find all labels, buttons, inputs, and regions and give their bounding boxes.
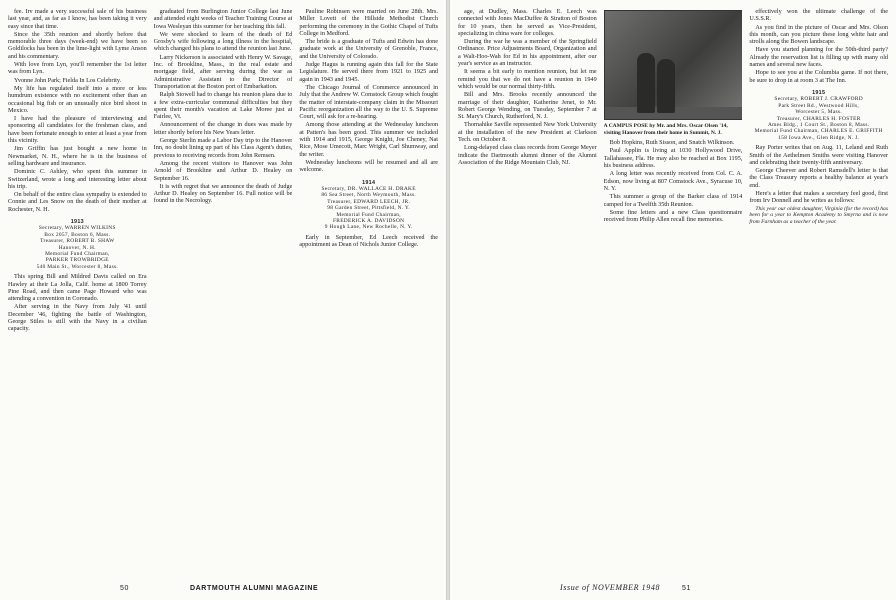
paragraph: My life has regulated itself into a more or less humdrum existence with no excitement other than an occasional big fish or an unusually nice bird shoot in Mexico. (8, 84, 147, 114)
paragraph: Dominic C. Ashley, who spent this summer in Switzerland, wrote a long and interesting letter about his trip. (8, 168, 147, 190)
paragraph: Some fine letters and a new Class questionnaire received from Philip Allen recall fine memories. (603, 208, 743, 224)
fund-chairman-address: 540 Main St., Worcester 8, Mass. (36, 263, 119, 270)
right-column-2 (604, 8, 743, 570)
paragraph: graduated from Burlington Junior College last June and attended eight weeks of Teacher Training Course at Iowa Wesleyan this summer for her teaching this fall. (153, 8, 293, 30)
caption-text: A CAMPUS POSE by Mr. and Mrs. Oscar Olsen '14, visiting Hanover from their home in Summit, N. J. (603, 123, 728, 136)
right-page (450, 0, 896, 600)
paragraph: Early in September, Ed Leech received the appointment as Dean of Nichols Junior College. (299, 233, 439, 249)
class-heading-1914 (299, 180, 438, 231)
fund-chairman-label: Memorial Fund Chairman, (336, 211, 401, 218)
page-number: 51 (682, 585, 691, 592)
class-year: 1914 (362, 179, 376, 186)
fund-chairman-name: FREDERICK A. DAVIDSON (333, 217, 405, 224)
paragraph: We were shocked to learn of the death of Ed Grosby's wife following a long illness in the hospital, which changed his plans to attend the reunion last June. (153, 30, 293, 53)
class-heading-1915 (749, 90, 888, 141)
treasurer-address: 98 Garden Street, Pittsfield, N. Y. (327, 205, 411, 212)
paragraph: George Cheever and Robert Ramsdell's letter is that the Class Treasury reports a healthy balance at year's end. (749, 167, 889, 189)
paragraph: Have you started planning for the 50th-third party? Already the reservation list is filling up with many old names and several new faces. (749, 46, 889, 69)
paragraph: Long-delayed class class records from George Meyer indicate the Dartmouth alumni dinner of the Alumni Association of the Ridge Mountain Club, NJ. (458, 144, 597, 166)
paragraph: This summer a group of the Barker class of 1914 camped for a Twelfth 35th Reunion. (603, 193, 743, 208)
secretary-address-2: Worcester 5, Mass. (795, 109, 842, 116)
paragraph: On behalf of the entire class sympathy is extended to Connie and Les Snow on the death of their mother at Rochester, N. H. (8, 191, 147, 213)
campus-photo (604, 10, 743, 120)
class-year: 1913 (70, 219, 84, 226)
fund-chairman-address: 9 Hough Lane, New Rochelle, N. Y. (324, 224, 413, 231)
fund-chairman-label: Memorial Fund Chairman, CHARLES E. GRIFFITH (754, 128, 883, 135)
photo-person-1 (637, 53, 655, 113)
class-heading-1913 (8, 219, 147, 270)
paragraph: Announcement of the change in dues was made by letter shortly before his New Years letter. (153, 121, 293, 136)
paragraph: With love from Lyn, you'll remember the 1st letter was from Lyn. (8, 61, 147, 76)
magazine-title: DARTMOUTH ALUMNI MAGAZINE (190, 585, 319, 592)
left-page (0, 0, 446, 600)
paragraph: A long letter was recently received from Col. C. A. Edson, now living at 807 Comstock Ave., Syracuse 10, N. Y. (603, 170, 743, 192)
paragraph: Wednesday luncheons will be resumed and all are welcome. (299, 158, 439, 174)
fund-chairman-label: Memorial Fund Chairman, (45, 251, 110, 258)
right-column-1 (458, 8, 597, 570)
paragraph: Thornahike Saville represented New York University at the installation of the new President at Clarkson Tech. on October 8. (458, 121, 597, 144)
treasurer-address: Ames Bldg., 1 Court St., Boston 8, Mass. (767, 122, 870, 128)
treasurer-label: Treasurer, EDWARD LEECH, JR. (327, 198, 411, 205)
secretary-address: Park Street Rd., Westwood Hills, (778, 102, 860, 109)
fund-chairman-address: 158 Iowa Ave., Glen Ridge, N. J. (778, 134, 860, 141)
paragraph: This spring Bill and Mildred Davis called on Era Hawley at their La Jolla, Calif. home at 1800 Torrey Pine Road, and then came Page Howard who was attending a convention in Coronado. (8, 273, 147, 303)
paragraph: After serving in the Navy from July '41 until December '46, fighting the battle of Washington, George Stiles is still with the Navy in a civilian capacity. (8, 303, 147, 333)
paragraph: Among those attending at the Wednesday luncheon at Patten's has been good. This summer we included with 1914 and 1915, George Knight, Joe Cheney, Nat Rice, Mose Umecott, Marc Wright, Carl Shumway, and the writer. (299, 121, 439, 158)
fund-chairman-name: PARKER TROWBRIDGE (45, 257, 109, 264)
secretary-label: Secretary, ROBERT J. CRAWFORD (774, 96, 863, 103)
secretary-label: Secretary, WARREN WILKINS (38, 225, 116, 232)
paragraph: Among the recent visitors to Hanover was John Arnold of Brookline and Arthur D. Healey on September 16. (153, 159, 293, 182)
paragraph: Here's a letter that makes a secretary feel good, first from Irv Donnell and he writes as follows: (749, 190, 889, 205)
paragraph: Jim Griffin has just bought a new home in Newmarket, N. H., where he is in the business of selling hardware and insurance. (8, 145, 147, 167)
paragraph: The bride is a graduate of Tufts and Edwin has done graduate work at the University of Grenoble, France, and the University of Colorado. (299, 38, 439, 60)
treasurer-label: Treasurer, CHARLES H. FOSTER (776, 115, 861, 122)
treasurer-address: Hanover, N. H. (58, 244, 96, 251)
paragraph: The Chicago Journal of Commerce announced in July that the Andrew W. Comstock Group which fought the matter of interstate-company claim in the Missouri Pacific reorganization all the way to the U. S. Supreme Court, will ask for a re-hearing. (299, 83, 439, 121)
photo-person-2 (657, 59, 675, 113)
paragraph: age, at Dudley, Mass. Charles E. Leech was connected with Jones MacDuffee & Stratton of Boston for 10 years, then he served as Vice-President, specializing in china ware for colleges. (458, 8, 597, 37)
paragraph: It is with regret that we announce the death of Judge Arthur D. Healey on September 16. Full notice will be found in the Necrology. (153, 182, 293, 205)
issue-date: Issue of NOVEMBER 1948 (560, 583, 661, 592)
left-column-1 (8, 8, 147, 570)
paragraph: Bill and Mrs. Brooks recently announced the marriage of their daughter, Katherine Jenet, to Mr. Robert George Wending, on Tuesday, September 7 at St. Mary's Church, Rutherford, N. J. (458, 91, 597, 121)
secretary-address: 86 Sea Street, North Weymouth, Mass. (321, 192, 417, 199)
quoted-letter: This year our oldest daughter, Virginia (for the record) has been for a year to Kempton Academy to Smyrna and is now from Farnham as a teacher of the year. (749, 205, 889, 225)
paragraph: Larry Nickerson is associated with Henry W. Savage, Inc. of Brookline, Mass., in the real estate and mortgage field, after serving during the war as Administrative Assistant to the Director of Transportation at the Boston port of Embarkation. (153, 53, 293, 90)
paragraph: Since the 35th reunion and shortly before that memorable three days (week-end) we have been so Goldilocks has been in the lime-light with Lyme Anson and his commentary. (8, 30, 147, 60)
paragraph: Hope to see you at the Columbia game. If not there, be sure to drop in at room 3 at The Inn. (749, 69, 889, 84)
paragraph: Judge Hagus is running again this fall for the State Legislature. He served there from 1921 to 1925 and again in 1943 and 1945. (299, 61, 439, 83)
paragraph: Ralph Stowell had to change his reunion plans due to a few extra-curricular communal difficulties but they spent their month's vacation at Lake Moree just at Fairlee, Vt. (153, 91, 293, 121)
class-year: 1915 (812, 89, 826, 96)
left-page-columns (8, 8, 438, 570)
paragraph: effectively won the ultimate challenge of the U.S.S.R. (749, 8, 889, 23)
right-column-3 (749, 8, 888, 570)
page-number: 50 (120, 585, 129, 592)
paragraph: fee. Irv made a very successful sale of his business last year, and, as far as I know, has been taking it very easy since that time. (8, 8, 147, 30)
paragraph: Ray Porter writes that on Aug. 11, Leland and Ruth Smith of the Aethelmen Smiths were visiting Hanover and celebrating their twenty-fifth anniversary. (749, 144, 889, 166)
right-page-columns (458, 8, 888, 570)
paragraph: It seems a bit early to mention reunion, but let me remind you that we do not have a reunion in 1949 which would be our normal thirty-fifth. (458, 68, 597, 90)
secretary-label: Secretary, DR. WALLACE H. DRAKE (321, 185, 416, 192)
paragraph: Bob Hopkins, Ruth Sisson, and Snatch Wilkinson. (609, 139, 735, 147)
paragraph: Pauline Robinsen were married on June 28th. Mrs. Miller Lovett of the Hillside Methodist Church performing the ceremony in the Gothic Chapel of Tufts College in Medford. (299, 8, 439, 37)
secretary-address: Box 2057, Boston 6, Mass. (44, 231, 111, 238)
photo-caption (604, 123, 743, 136)
treasurer-label: Treasurer, ROBERT B. SHAW (40, 238, 115, 245)
paragraph: Yvonne John Park; Fielda In Los Celebrity. (14, 76, 122, 84)
left-column-2 (154, 8, 293, 570)
paragraph: Paul Applin is living at 1030 Hollywood Drive, Tallahassee, Fla. He may also be reached at Box 1195, his business address. (603, 147, 743, 170)
paragraph: As you find in the picture of Oscar and Mrs. Olson this month, can you picture these long white hair and strolls along the Bowen landscape. (749, 23, 889, 46)
paragraph: I have had the pleasure of interviewing and sponsoring all candidates for the freshman class, and have been fortunate enough to enter at least a year from this vicinity. (8, 115, 147, 145)
paragraph: During the war he was a member of the Springfield Ordinance. Price Adjustments Board, Organization and a Walt-Hoo-Wah for Ed in his appointment, after our year's service as an instructor. (458, 38, 597, 68)
paragraph: George Sterlin made a Labor Day trip to the Hanover Inn, no doubt lining up part of his Class Agent's duties, previous to receiving records from John Remsen. (153, 137, 293, 159)
left-column-3 (299, 8, 438, 570)
